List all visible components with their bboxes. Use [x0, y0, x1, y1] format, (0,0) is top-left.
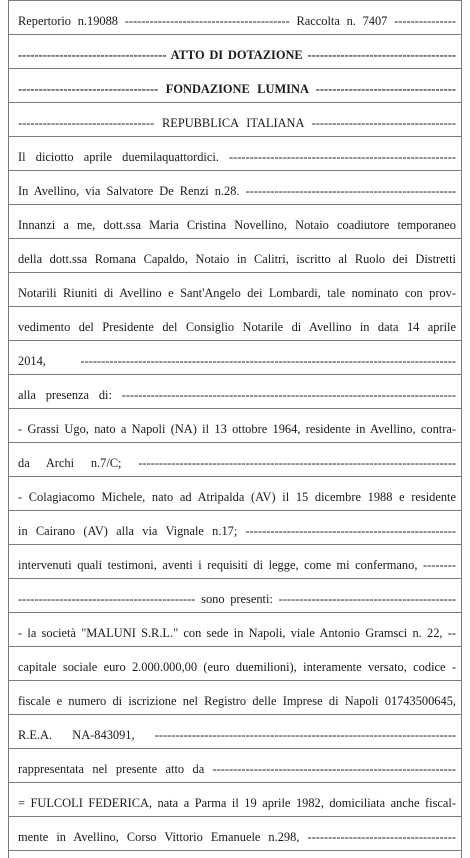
- line-text: della dott.ssa Romana Capaldo, Notaio in Calitri, iscritto al Ruolo dei Distretti: [18, 252, 456, 266]
- line-text: ------------------------------------------- sono presenti: -------------------------------------------: [18, 592, 456, 606]
- line-text: 2014, -------------------------------------------------------------------------------------------: [18, 354, 456, 368]
- line-text: Innanzi a me, dott.ssa Maria Cristina Novellino, Notaio coadiutore temporaneo: [18, 218, 456, 232]
- document-line: [8, 340, 462, 374]
- document-line: [8, 102, 462, 136]
- document-line: [8, 374, 462, 408]
- document-line: [8, 0, 462, 34]
- document-line: [8, 680, 462, 714]
- line-text: mente in Avellino, Corso Vittorio Emanuele n.298, ------------------------------------: [18, 830, 456, 844]
- document-line: [8, 612, 462, 646]
- document-line: [8, 510, 462, 544]
- document-line: [8, 816, 462, 850]
- line-text: vedimento del Presidente del Consiglio Notarile di Avellino in data 14 aprile: [18, 320, 456, 334]
- line-text: R.E.A. NA-843091, -------------------------------------------------------------------------: [18, 728, 456, 742]
- line-text: capitale sociale euro 2.000.000,00 (euro duemilioni), interamente versato, codice -: [18, 660, 456, 674]
- line-text: In Avellino, via Salvatore De Renzi n.28. ---------------------------------------------------: [18, 184, 456, 198]
- document-line: [8, 306, 462, 340]
- line-text: ------------------------------------ ATTO DI DOTAZIONE ------------------------------------: [18, 48, 456, 62]
- line-text: da Archi n.7/C; -----------------------------------------------------------------------------: [18, 456, 456, 470]
- document-line: [8, 408, 462, 442]
- document-line: [8, 136, 462, 170]
- line-text: - la società "MALUNI S.R.L." con sede in Napoli, viale Antonio Gramsci n. 22, --: [18, 626, 456, 640]
- line-text: - Grassi Ugo, nato a Napoli (NA) il 13 ottobre 1964, residente in Avellino, contra-: [18, 422, 456, 436]
- line-text: --------------------------------- REPUBBLICA ITALIANA -----------------------------------: [18, 116, 456, 130]
- line-text: Il diciotto aprile duemilaquattordici. -------------------------------------------------------: [18, 150, 456, 164]
- document-line: [8, 68, 462, 102]
- document-line: [8, 578, 462, 612]
- document-line: [8, 170, 462, 204]
- document-line: [8, 272, 462, 306]
- line-text: in Cairano (AV) alla via Vignale n.17; ---------------------------------------------------: [18, 524, 456, 538]
- document-line: [8, 34, 462, 68]
- document-line: [8, 442, 462, 476]
- document-line: [8, 238, 462, 272]
- document-line: [8, 476, 462, 510]
- document-line: [8, 204, 462, 238]
- line-text: rappresentata nel presente atto da -----------------------------------------------------------: [18, 762, 456, 776]
- line-text: - Colagiacomo Michele, nato ad Atripalda (AV) il 15 dicembre 1988 e residente: [18, 490, 456, 504]
- line-text: Notarili Riuniti di Avellino e Sant'Angelo dei Lombardi, tale nominato con prov-: [18, 286, 456, 300]
- document-line: [8, 748, 462, 782]
- line-text: alla presenza di: ---------------------------------------------------------------------------------: [18, 388, 456, 402]
- document-line: [8, 544, 462, 578]
- document-line: [8, 714, 462, 748]
- line-text: Repertorio n.19088 ---------------------------------------- Raccolta n. 7407 ---------------: [18, 14, 456, 28]
- document-line: [8, 646, 462, 680]
- line-text: = FULCOLI FEDERICA, nata a Parma il 19 aprile 1982, domiciliata anche fiscal-: [18, 796, 456, 810]
- line-text: ---------------------------------- FONDAZIONE LUMINA ----------------------------------: [18, 82, 456, 96]
- line-text: fiscale e numero di iscrizione nel Registro delle Imprese di Napoli 01743500645,: [18, 694, 456, 708]
- closing-rule: [8, 850, 462, 851]
- document-line: [8, 782, 462, 816]
- line-text: intervenuti quali testimoni, aventi i requisiti di legge, come mi confermano, --------: [18, 558, 456, 572]
